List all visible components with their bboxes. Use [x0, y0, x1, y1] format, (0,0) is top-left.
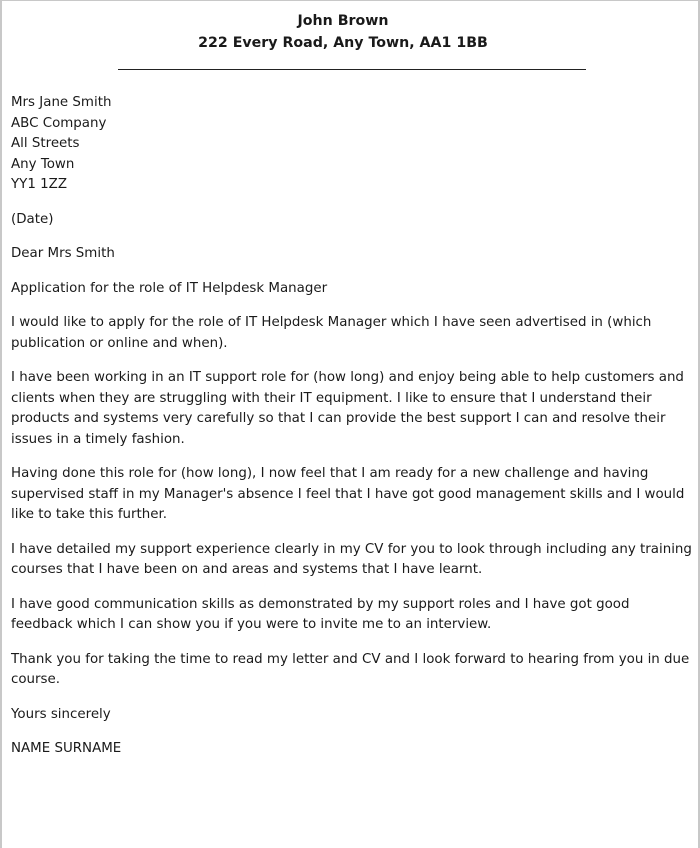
- sender-address: 222 Every Road, Any Town, AA1 1BB: [198, 35, 488, 51]
- salutation: Dear Mrs Smith: [11, 246, 115, 261]
- body-paragraph: Thank you for taking the time to read my letter and CV and I look forward to hearing from you in due course.: [11, 651, 690, 687]
- recipient-line: ABC Company: [11, 115, 107, 131]
- recipient-line: Any Town: [11, 156, 75, 172]
- recipient-line: All Streets: [11, 136, 80, 151]
- body-paragraph: I have good communication skills as demonstrated by my support roles and I have got good feedback which I can show you if you were to invite me to an interview.: [11, 596, 630, 632]
- body-paragraph: I would like to apply for the role of IT Helpdesk Manager which I have seen advertised in (which publication or online and when).: [11, 315, 652, 351]
- recipient-line: Mrs Jane Smith: [11, 95, 112, 110]
- subject-line: Application for the role of IT Helpdesk Manager: [11, 280, 328, 296]
- sender-header: [2, 1, 684, 54]
- body-paragraph: Having done this role for (how long), I now feel that I am ready for a new challenge and having supervised staff in my Manager's absence I feel that I have got good management skills and I would like to take this further.: [11, 466, 685, 522]
- closing: Yours sincerely: [11, 706, 111, 722]
- body-paragraph: I have detailed my support experience clearly in my CV for you to look through including any training courses that I have been on and areas and systems that I have learnt.: [11, 541, 692, 577]
- recipient-address: [11, 93, 693, 196]
- sender-name: John Brown: [297, 13, 389, 29]
- cover-letter: [11, 1, 693, 760]
- header-divider: [118, 69, 586, 70]
- letter-date: (Date): [11, 211, 54, 227]
- body-paragraph: I have been working in an IT support role for (how long) and enjoy being able to help customers and clients when they are struggling with their IT equipment. I like to ensure that I understand their products and systems very carefully so that I can provide the best support I can and resolve their issues in a timely fashion.: [11, 370, 684, 447]
- recipient-line: YY1 1ZZ: [11, 177, 68, 192]
- signature-name: NAME SURNAME: [11, 741, 122, 756]
